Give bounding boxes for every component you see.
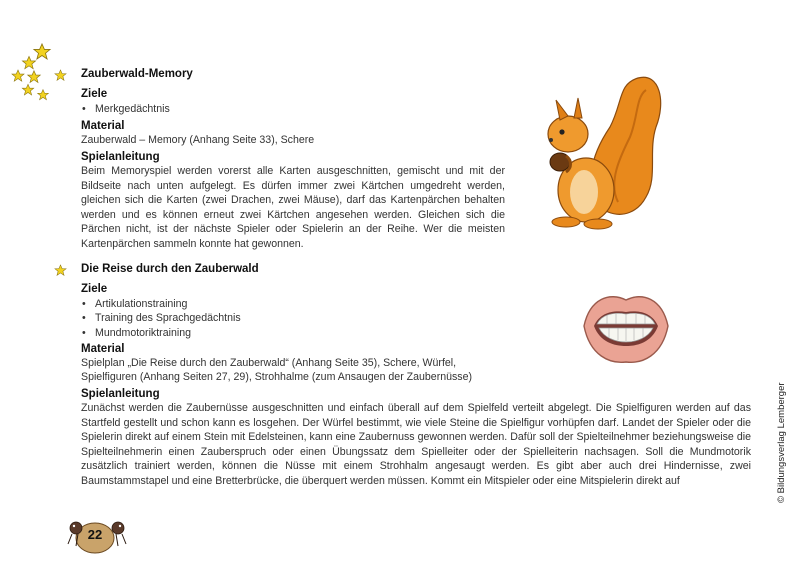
copyright-text: © Bildungsverlag Lemberger [776,382,787,503]
material-text-line1: Spielplan „Die Reise durch den Zauberwald“ (Anhang Seite 35), Schere, Würfel, [81,357,457,369]
instructions-heading: Spielanleitung [81,151,160,163]
instructions-text: Beim Memoryspiel werden vorerst alle Karten ausgeschnitten, gemischt und mit der Bildseite nach unten aufgelegt. Es dürfen immer zwei Kärtchen umgedreht werden, gleichen sich die Karten (zwei Drachen, zwei Mäuse), darf das Kartenpärchen behalten werden und es können erneut zwei Kärtchen angesehen werden. Gleichen sich die Pärchen nicht, ist der nächste Spieler oder Spielerin an der Reihe. Wer die meisten Kartenpärchen sammeln konnte hat gewonnen. [81,165,505,250]
section-title: Zauberwald-Memory [81,68,193,80]
goals-heading: Ziele [81,88,108,100]
material-text-line2: Spielfiguren (Anhang Seiten 27, 29), Strohhalme (zum Ansaugen der Zaubernüsse) [81,371,473,383]
instructions-text: Zunächst werden die Zaubernüsse ausgeschnitten und einfach überall auf dem Spielfeld verteilt abgelegt. Die Spielfiguren werden auf das Startfeld gestellt und schon kann es losgehen. Der Würfel bestimmt, wie viele Steine die Spielfigur vorhüpfen darf. Landet der Spieler oder die Spielerin direkt auf einem Stein mit Edelsteinen, kann eine Zaubernuss gewonnen werden. Dafür soll der Spielteilnehmer beziehungsweise die Spielteilnehmerin einen Zauberspruch oder einen Übungssatz dem Spielleiter oder der Spielleiterin nachsagen. Soll die Mundmotorik zusätzlich trainiert werden, können die Nüsse mit einem Strohhalm angesaugt werden. Es gibt aber auch drei Hindernisse, zwei Baumstammstapel und eine Bretterbrücke, die überquert werden müssen. Kommt ein Mitspieler oder eine Mitspielerin direkt auf [81,402,751,487]
section-title: Die Reise durch den Zauberwald [81,263,259,275]
material-heading: Material [81,343,125,355]
list-item: • Merkgedächtnis [81,102,481,116]
section-star-icon [54,264,67,277]
section-star-icon [54,69,67,82]
goals-list [81,102,481,116]
material-heading: Material [81,120,125,132]
goals-list [81,297,481,340]
list-item: • Mundmotoriktraining [81,326,481,340]
squirrel-illustration [538,72,666,232]
page-number: 22 [87,527,103,542]
list-item: • Artikulationstraining [81,297,481,311]
list-item: • Training des Sprachgedächtnis [81,311,481,325]
instructions-heading: Spielanleitung [81,388,160,400]
material-text: Zauberwald – Memory (Anhang Seite 33), Schere [81,134,315,146]
goals-heading: Ziele [81,283,108,295]
mouth-illustration [580,290,672,366]
